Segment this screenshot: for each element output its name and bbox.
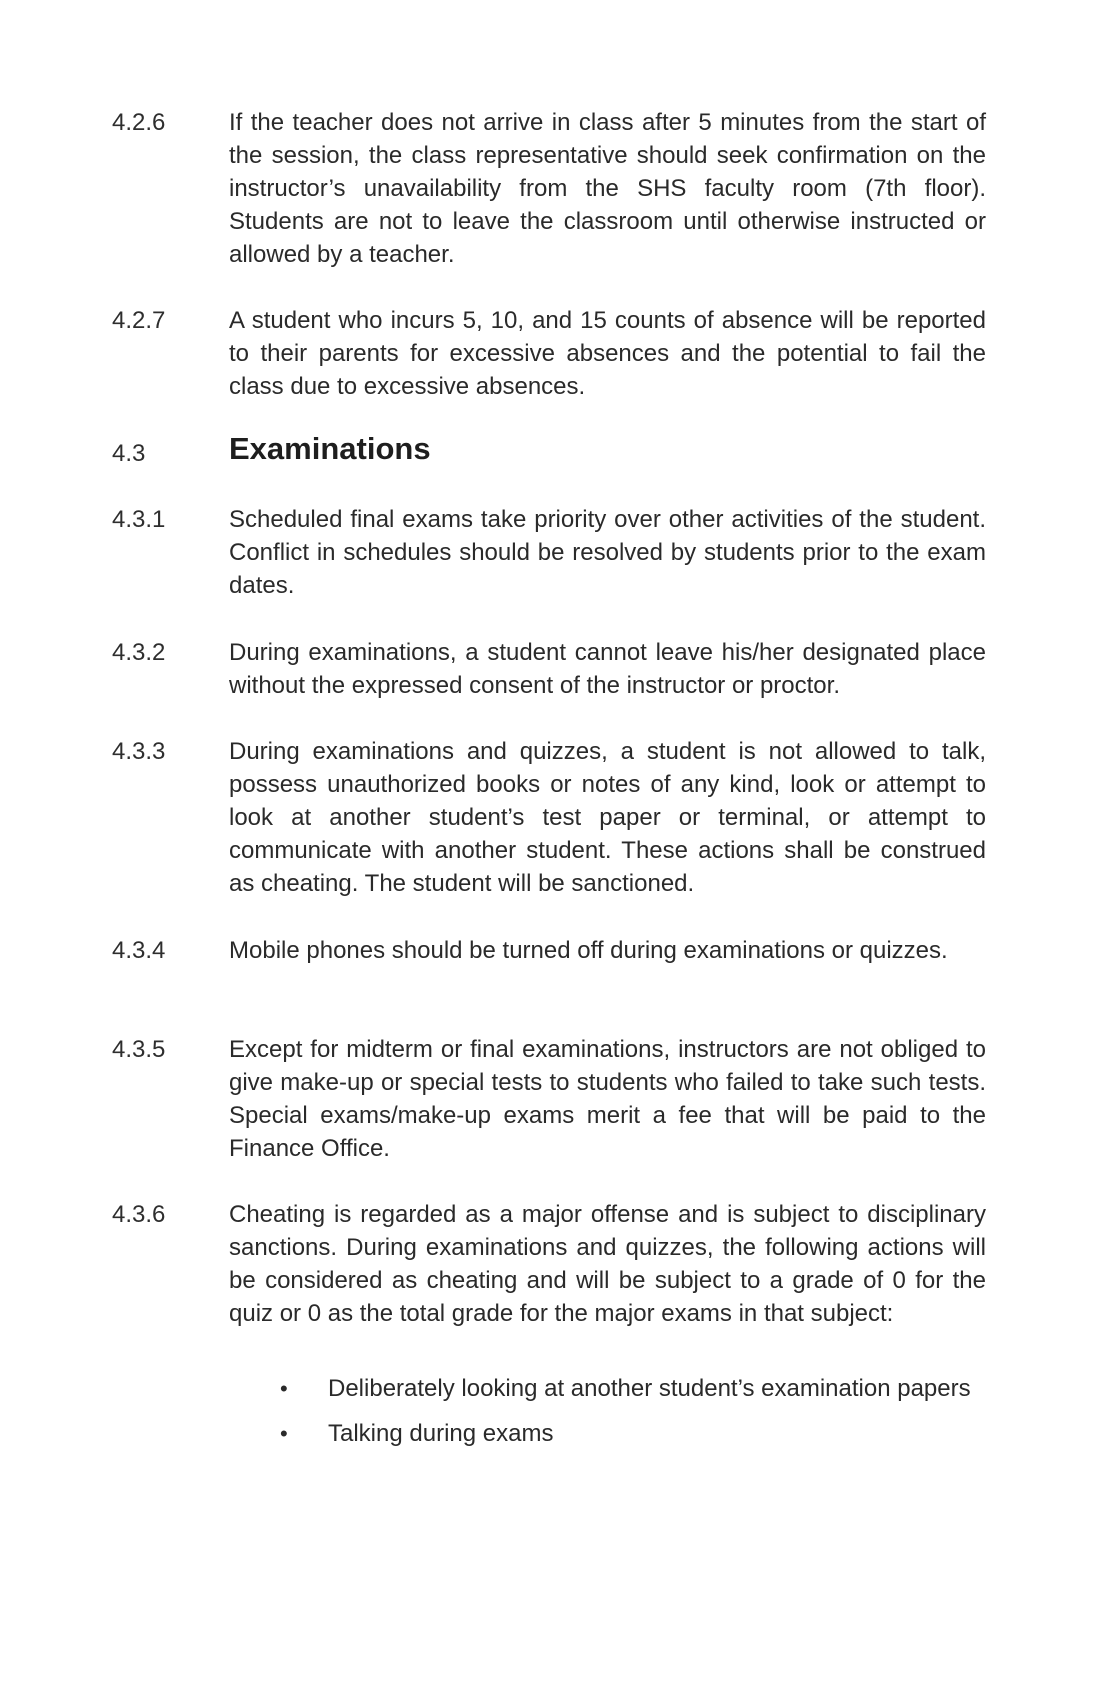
list-item-text: Deliberately looking at another student’s examination papers	[328, 1375, 971, 1402]
section-number: 4.3.6	[112, 1201, 166, 1228]
section-text: Scheduled final exams take priority over other activities of the student. Conflict in schedules should be resolved by students prior to the exam dates.	[229, 506, 986, 599]
section-text: Cheating is regarded as a major offense and is subject to disciplinary sanctions. During examinations and quizzes, the following actions will be considered as cheating and will be subject to a grade of 0 for the quiz or 0 as the total grade for the major exams in that subject:	[229, 1201, 986, 1327]
section-text: Except for midterm or final examinations, instructors are not obliged to give make-up or special tests to students who failed to take such tests. Special exams/make-up exams merit a fee that will be paid to the Finance Office.	[229, 1036, 986, 1162]
section-number: 4.3.4	[112, 937, 166, 964]
section-text: During examinations, a student cannot leave his/her designated place without the expressed consent of the instructor or proctor.	[229, 639, 986, 699]
list-item	[270, 1372, 986, 1405]
section-number: 4.3.1	[112, 506, 166, 533]
heading-number: 4.3	[112, 440, 146, 467]
section-number: 4.3.2	[112, 639, 166, 666]
section-text: If the teacher does not arrive in class after 5 minutes from the start of the session, the class representative should seek confirmation on the instructor’s unavailability from the SHS faculty room (7th floor). Students are not to leave the classroom until otherwise instructed or allowed by a teacher.	[229, 109, 986, 268]
list-item	[270, 1417, 986, 1450]
section-number: 4.3.5	[112, 1036, 166, 1063]
section-text: A student who incurs 5, 10, and 15 counts of absence will be reported to their parents for excessive absences and the potential to fail the class due to excessive absences.	[229, 307, 986, 400]
heading-title: Examinations	[229, 431, 431, 466]
section-number: 4.3.3	[112, 738, 166, 765]
bullet-icon: •	[280, 1421, 288, 1446]
section-text: During examinations and quizzes, a student is not allowed to talk, possess unauthorized books or notes of any kind, look or attempt to look at another student’s test paper or terminal, or attempt to communicate with another student. These actions shall be construed as cheating. The student will be sanctioned.	[229, 738, 986, 897]
list-item-text: Talking during exams	[328, 1420, 554, 1447]
cheating-actions-list	[270, 1372, 986, 1462]
section-number: 4.2.6	[112, 109, 166, 136]
section-text: Mobile phones should be turned off during examinations or quizzes.	[229, 937, 948, 964]
bullet-icon: •	[280, 1376, 288, 1401]
section-number: 4.2.7	[112, 307, 166, 334]
